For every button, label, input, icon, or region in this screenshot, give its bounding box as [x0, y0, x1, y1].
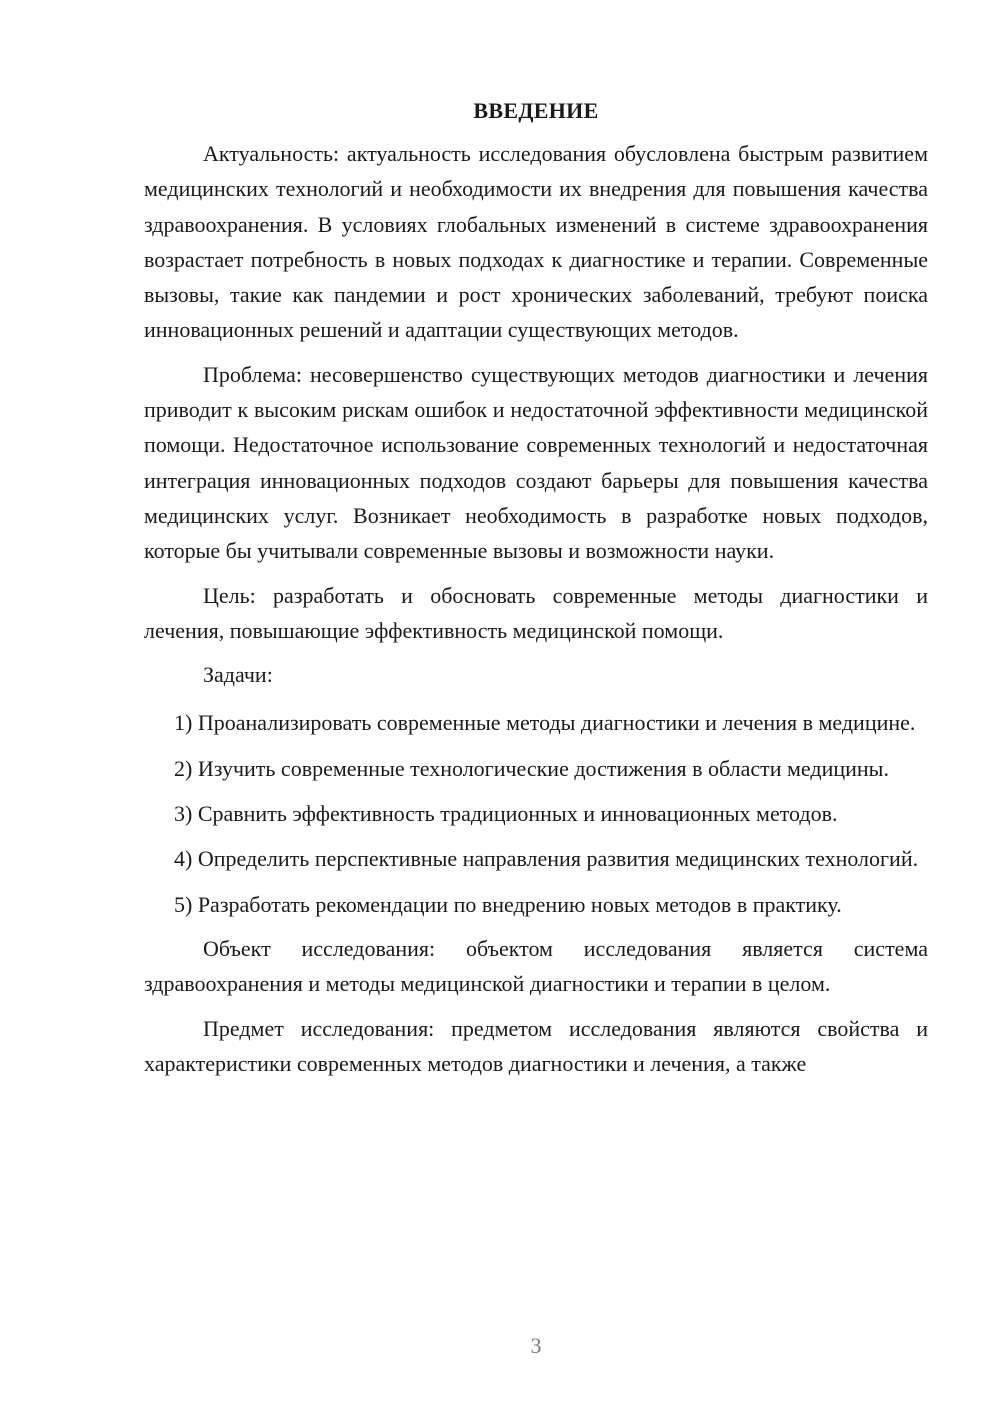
task-item-3: 3) Сравнить эффективность традиционных и инновационных методов.	[174, 801, 838, 827]
paragraph-relevance: Актуальность: актуальность исследования обусловлена быстрым развитием медицинских технологий и необходимости их внедрения для повышения качества здравоохранения. В условиях глобальных изменений в системе здравоохранения возрастает потребность в новых подходах к диагностике и терапии. Современные вызовы, такие как пандемии и рост хронических заболеваний, требуют поиска инновационных решений и адаптации существующих методов.	[144, 141, 928, 343]
task-item-5: 5) Разработать рекомендации по внедрению новых методов в практику.	[174, 891, 842, 917]
task-item-1: 1) Проанализировать современные методы диагностики и лечения в медицине.	[174, 710, 916, 736]
paragraph-problem: Проблема: несовершенство существующих методов диагностики и лечения приводит к высоким рискам ошибок и недостаточной эффективности медицинской помощи. Недостаточное использование современных технологий и недостаточная интеграция инновационных подходов создают барьеры для повышения качества медицинских услуг. Возникает необходимость в разработке новых подходов, которые бы учитывали современные вызовы и возможности науки.	[144, 361, 928, 564]
paragraph-object: Объект исследования: объектом исследования является система здравоохранения и методы медицинской диагностики и терапии в целом.	[144, 935, 928, 997]
page-number: 3	[530, 1333, 542, 1358]
paragraph-goal: Цель: разработать и обосновать современные методы диагностики и лечения, повышающие эффективность медицинской помощи.	[144, 582, 928, 643]
paragraph-subject: Предмет исследования: предметом исследования являются свойства и характеристики современных методов диагностики и лечения, а также	[144, 1015, 928, 1076]
page-content	[144, 96, 928, 1081]
task-item-4: 4) Определить перспективные направления развития медицинских технологий.	[174, 846, 919, 872]
tasks-heading: Задачи:	[203, 662, 273, 688]
section-title: ВВЕДЕНИЕ	[473, 98, 599, 123]
task-item-2: 2) Изучить современные технологические достижения в области медицины.	[174, 755, 889, 781]
